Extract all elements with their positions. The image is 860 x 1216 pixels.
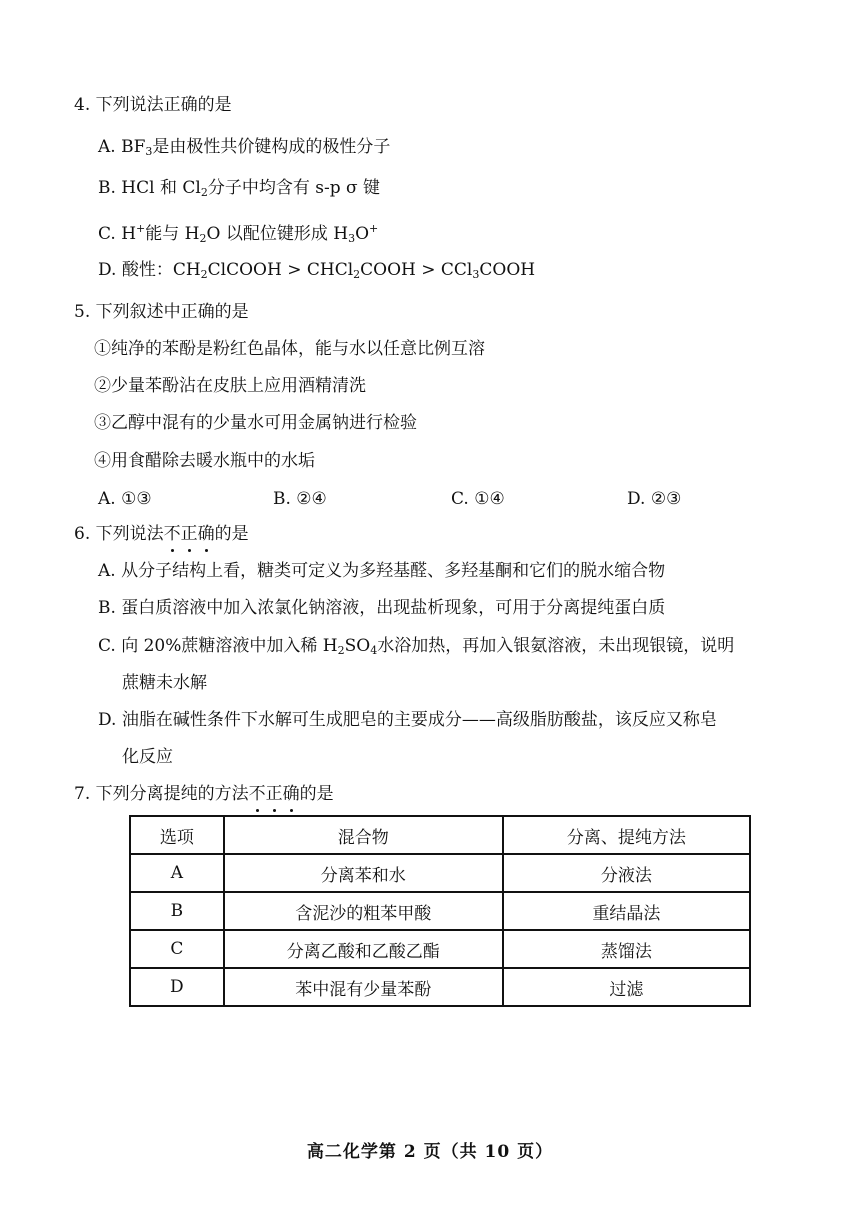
q5-choice-a: A. ①③	[98, 489, 152, 509]
cell-mixture: 分离乙酸和乙酸乙酯	[224, 930, 503, 968]
header-method: 分离、提纯方法	[503, 816, 750, 854]
q6-stem: 6. 下列说法不正确的是	[74, 524, 249, 544]
emphasis-char: 正	[265, 784, 283, 804]
header-mixture: 混合物	[224, 816, 503, 854]
q4-option-a: A. $BF_3$是由极性共价键构成的极性分子	[98, 137, 391, 158]
table-row	[130, 854, 750, 892]
cell-option: C	[130, 930, 224, 968]
cell-option: D	[130, 968, 224, 1006]
cell-method: 分液法	[503, 854, 750, 892]
cell-option: A	[130, 854, 224, 892]
q4-option-b: B. HCl 和 $Cl_2$分子中均含有 s-p σ 键	[98, 178, 380, 199]
cell-mixture: 含泥沙的粗苯甲酸	[224, 892, 503, 930]
table-row	[130, 968, 750, 1006]
cell-method: 蒸馏法	[503, 930, 750, 968]
q6-option-b: B. 蛋白质溶液中加入浓氯化钠溶液，出现盐析现象，可用于分离提纯蛋白质	[98, 598, 666, 618]
cell-method: 过滤	[503, 968, 750, 1006]
cell-mixture: 苯中混有少量苯酚	[224, 968, 503, 1006]
q5-choice-c: C. ①④	[451, 489, 505, 509]
table-row	[130, 892, 750, 930]
q4-stem: 4. 下列说法正确的是	[74, 95, 232, 115]
cell-option: B	[130, 892, 224, 930]
emphasis-char: 确	[197, 524, 215, 544]
separation-methods-table	[129, 815, 751, 1007]
header-option: 选项	[130, 816, 224, 854]
q6-option-c-continued: 蔗糖未水解	[122, 673, 207, 693]
q5-stem: 5. 下列叙述中正确的是	[74, 302, 249, 322]
emphasis-char: 确	[282, 784, 300, 804]
q4-option-d: D. 酸性：$CH_2ClCOOH$ > CHCl$_2$COOH > CCl$_3$COOH	[98, 260, 536, 281]
q6-option-c: C. 向 20%蔗糖溶液中加入稀 $H_2SO_4$水浴加热，再加入银氨溶液，未出现银镜，说明	[98, 636, 735, 657]
page-footer: 高二化学第 2 页（共 10 页）	[306, 1142, 554, 1162]
q5-choice-b: B. ②④	[273, 489, 327, 509]
cell-method: 重结晶法	[503, 892, 750, 930]
q6-option-d: D. 油脂在碱性条件下水解可生成肥皂的主要成分——高级脂肪酸盐，该反应又称皂	[98, 710, 717, 730]
table-row	[130, 930, 750, 968]
q5-statement-2: ②少量苯酚沾在皮肤上应用酒精清洗	[94, 376, 366, 396]
q5-statement-1: ①纯净的苯酚是粉红色晶体，能与水以任意比例互溶	[94, 339, 485, 359]
emphasis-char: 不	[163, 524, 181, 544]
emphasis-char: 正	[180, 524, 198, 544]
q5-choice-d: D. ②③	[627, 489, 682, 509]
q4-option-c: C. H+能与 $H_2O$ 以配位键形成 $H_3O^+$	[98, 222, 379, 245]
q6-option-a: A. 从分子结构上看，糖类可定义为多羟基醛、多羟基酮和它们的脱水缩合物	[98, 561, 666, 581]
q6-option-d-continued: 化反应	[122, 747, 173, 767]
q7-stem: 7. 下列分离提纯的方法不正确的是	[74, 784, 334, 804]
cell-mixture: 分离苯和水	[224, 854, 503, 892]
q5-statement-4: ④用食醋除去暖水瓶中的水垢	[94, 451, 315, 471]
table-header-row	[130, 816, 750, 854]
emphasis-char: 不	[248, 784, 266, 804]
q5-statement-3: ③乙醇中混有的少量水可用金属钠进行检验	[94, 413, 417, 433]
